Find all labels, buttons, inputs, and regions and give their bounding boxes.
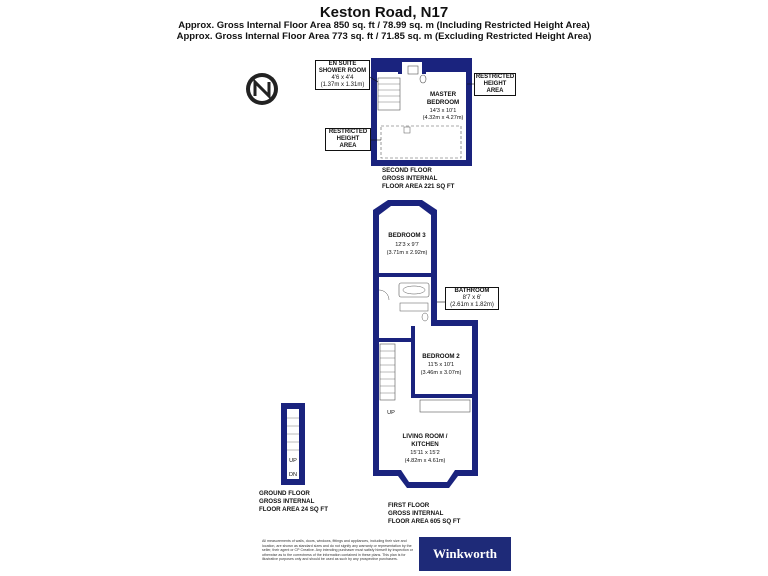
- living-room-name2: KITCHEN: [411, 441, 439, 448]
- north-compass-icon: [246, 73, 278, 105]
- restricted-height-area-left-tag: RESTRICTED HEIGHT AREA: [325, 128, 371, 151]
- first-floor-caption: FIRST FLOOR GROSS INTERNAL FLOOR AREA 605 SQ FT: [388, 502, 461, 525]
- bedroom-3-name: BEDROOM 3: [388, 232, 426, 239]
- restricted-height-area-right-tag: RESTRICTED HEIGHT AREA: [475, 74, 515, 94]
- ensuite-shower-room-tag: EN SUITE SHOWER ROOM 4'6 x 4'4 (1.37m x 1.31m): [315, 60, 370, 90]
- stairs-up-ground: UP: [289, 458, 297, 464]
- living-room-dims: 15'11 x 15'2: [410, 450, 440, 456]
- bedroom-3-dims: 12'3 x 9'7: [395, 242, 419, 248]
- bedroom-3-metric: (3.71m x 2.92m): [386, 250, 428, 256]
- bedroom-2-metric: (3.46m x 3.07m): [420, 370, 462, 376]
- living-room-name1: LIVING ROOM /: [402, 433, 448, 440]
- master-bedroom-name2: BEDROOM: [426, 99, 460, 106]
- page-title: Keston Road, N17: [319, 4, 449, 21]
- stairs-up-first: UP: [387, 410, 395, 416]
- disclaimer-text: All measurements of walls, doors, windows, fittings and appliances, including their size and location, are shown as standard sizes and do not signify any warranty or representation by the seller, their agent or CP Creative. Any intending purchaser must satisfy himself by inspection or otherwise as to the correctness of the information contained in these plans. This plan is for illustrative purposes only and should be used as such by any prospective purchasers.: [262, 539, 413, 561]
- living-room-metric: (4.82m x 4.61m): [404, 458, 446, 464]
- master-bedroom-name1: MASTER: [429, 91, 457, 98]
- bathroom-tag: BATHROOM 8'7 x 6' (2.61m x 1.82m): [445, 287, 499, 310]
- area-including-restricted: Approx. Gross Internal Floor Area 850 sq. ft / 78.99 sq. m (Including Restricted Height Area): [178, 20, 590, 31]
- second-floor-caption: SECOND FLOOR GROSS INTERNAL FLOOR AREA 221 SQ FT: [382, 167, 455, 190]
- second-floor-plan: [371, 58, 472, 166]
- stairs-down: DN: [288, 472, 298, 478]
- ground-floor-caption: GROUND FLOOR GROSS INTERNAL FLOOR AREA 24 SQ FT: [259, 490, 328, 513]
- master-bedroom-metric: (4.32m x 4.27m): [422, 115, 464, 121]
- first-floor-plan: [373, 200, 478, 488]
- winkworth-logo: Winkworth: [419, 537, 511, 571]
- ground-floor-plan: [281, 403, 305, 485]
- area-excluding-restricted: Approx. Gross Internal Floor Area 773 sq. ft / 71.85 sq. m (Excluding Restricted Height Area): [176, 31, 592, 42]
- bedroom-2-name: BEDROOM 2: [422, 353, 460, 360]
- bedroom-2-dims: 11'5 x 10'1: [427, 362, 455, 368]
- master-bedroom-dims: 14'3 x 10'1: [429, 108, 457, 114]
